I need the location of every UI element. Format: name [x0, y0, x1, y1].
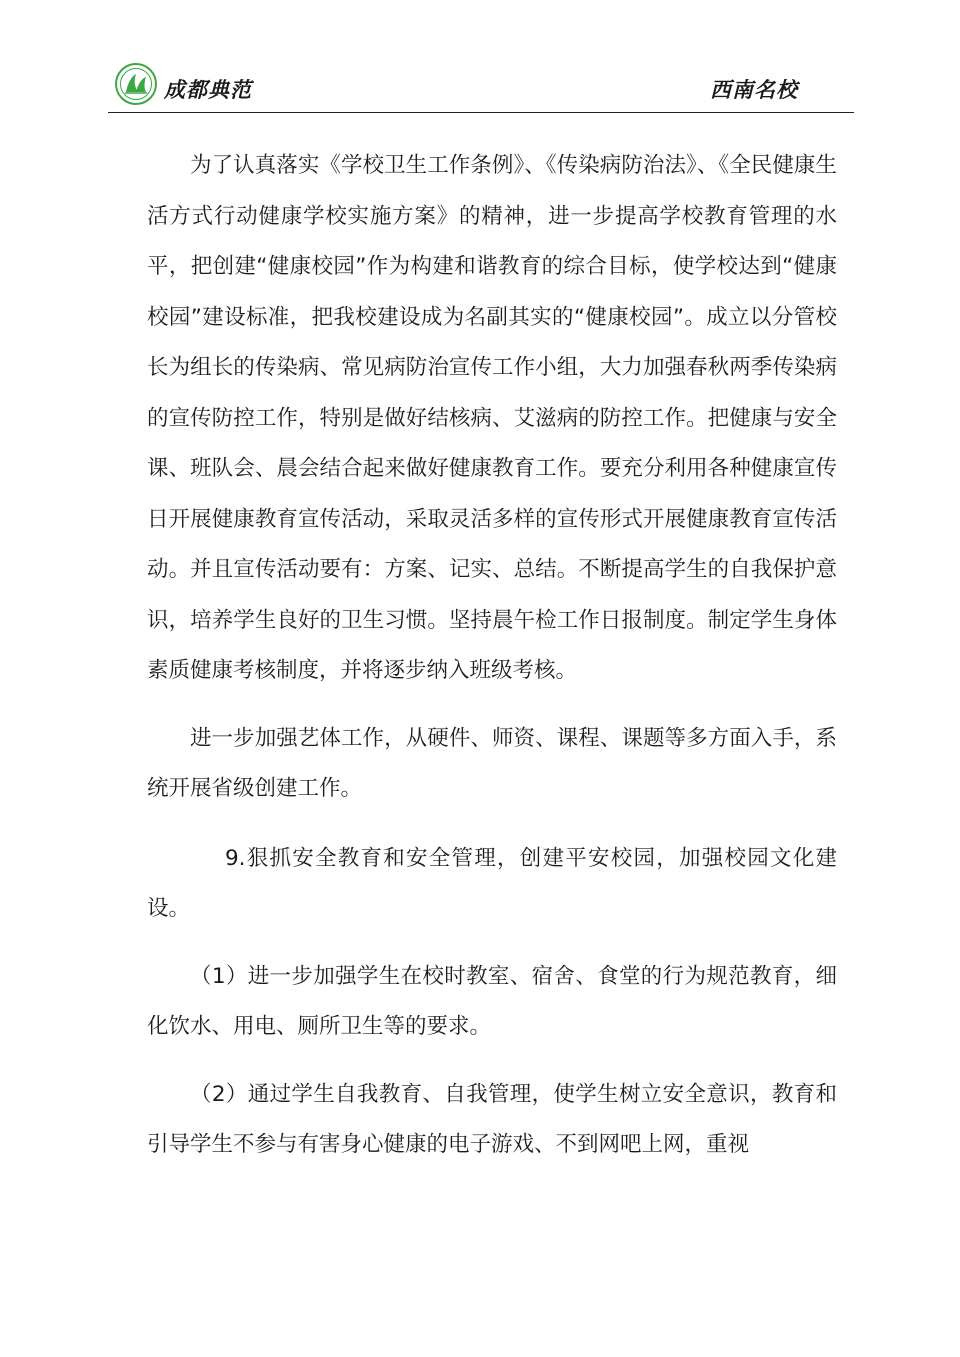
document-body — [147, 141, 837, 1171]
paragraph-arts-sports: 进一步加强艺体工作，从硬件、师资、课程、课题等多方面入手，系统开展省级创建工作。 — [147, 725, 837, 801]
paragraph-section-9: 9.狠抓安全教育和安全管理，创建平安校园，加强校园文化建设。 — [147, 845, 837, 921]
paragraph-item-2: （2）通过学生自我教育、自我管理，使学生树立安全意识，教育和引导学生不参与有害身心健康的电子游戏、不到网吧上网，重视 — [147, 1081, 837, 1157]
paragraph-item-1: （1）进一步加强学生在校时教室、宿舍、食堂的行为规范教育，细化饮水、用电、厕所卫生等的要求。 — [147, 963, 837, 1039]
school-emblem-icon — [114, 62, 158, 106]
brand-left: 成都典范 — [164, 77, 252, 102]
brand-right: 西南名校 — [710, 77, 798, 102]
paragraph-health-campus: 为了认真落实《学校卫生工作条例》、《传染病防治法》、《全民健康生活方式行动健康学校实施方案》的精神，进一步提高学校教育管理的水平，把创建“健康校园”作为构建和谐教育的综合目标，使学校达到“健康校园”建设标准，把我校建设成为名副其实的“健康校园”。成立以分管校长为组长的传染病、常见病防治宣传工作小组，大力加强春秋两季传染病的宣传防控工作，特别是做好结核病、艾滋病的防控工作。把健康与安全课、班队会、晨会结合起来做好健康教育工作。要充分利用各种健康宣传日开展健康教育宣传活动，采取灵活多样的宣传形式开展健康教育宣传活动。并且宣传活动要有：方案、记实、总结。不断提高学生的自我保护意识，培养学生良好的卫生习惯。坚持晨午检工作日报制度。制定学生身体素质健康考核制度，并将逐步纳入班级考核。 — [147, 153, 837, 683]
page-header — [108, 60, 854, 113]
